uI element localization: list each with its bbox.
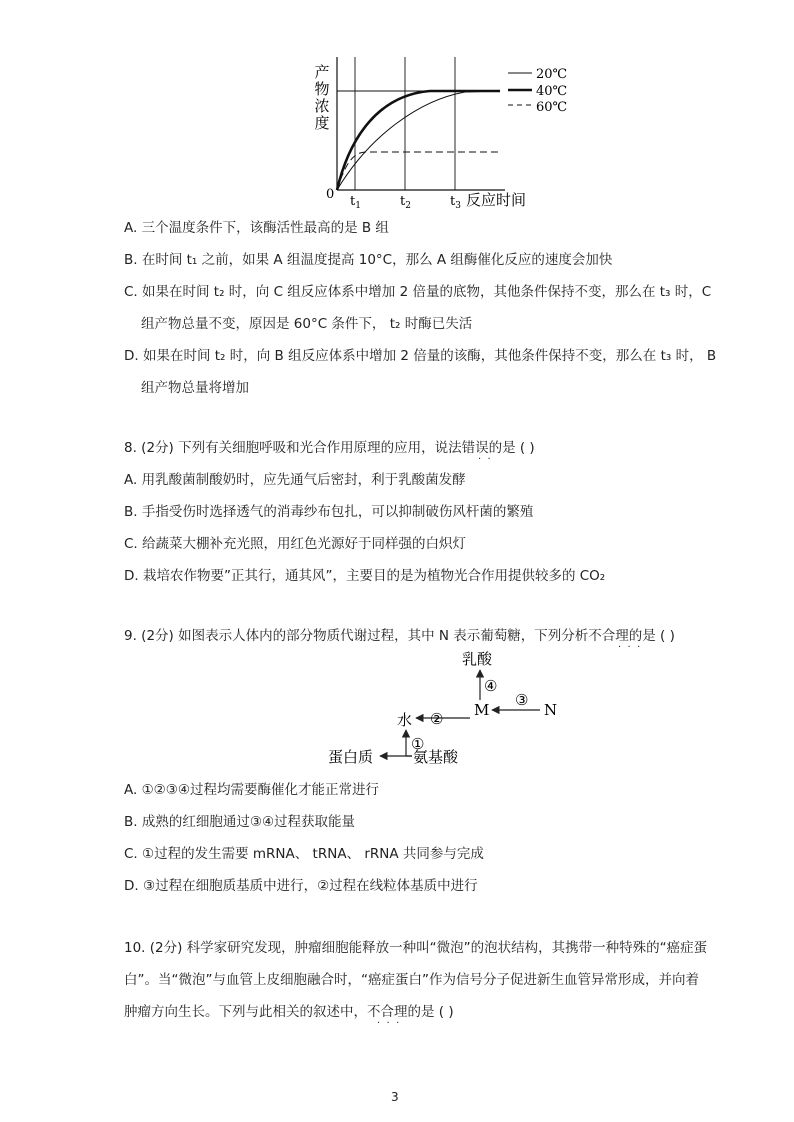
q10-stem-line1: 10. (2分) 科学家研究发现，肿瘤细胞能释放一种叫“微泡”的泡状结构，其携带一种特殊的“癌症蛋 [124, 940, 708, 956]
curve-40c [337, 91, 500, 190]
q7-option-b: B. 在时间 t₁ 之前，如果 A 组温度提高 10°C，那么 A 组酶催化反应的速度会加快 [124, 252, 613, 268]
q9-stem: 9. (2分) 如图表示人体内的部分物质代谢过程，其中 N 表示葡萄糖，下列分析不合理的是 ( ) [124, 628, 675, 644]
origin-label: 0 [326, 187, 335, 202]
q9-option-d: D. ③过程在细胞质基质中进行，②过程在线粒体基质中进行 [124, 878, 478, 894]
water-label: 水 [397, 711, 413, 729]
page-number: 3 [391, 1090, 399, 1104]
x-axis-label: 反应时间 [466, 191, 527, 209]
step-2-label: ② [430, 710, 444, 728]
q8-stem: 8. (2分) 下列有关细胞呼吸和光合作用原理的应用，说法错误的是 ( ) [124, 440, 535, 456]
legend-20c: 20℃ [536, 67, 568, 82]
q9-emphasis-dots: · · · [618, 642, 641, 653]
q8-option-d: D. 栽培农作物要”正其行，通其风”，主要目的是为植物光合作用提供较多的 CO₂ [124, 568, 606, 584]
enzyme-temperature-chart [300, 55, 590, 215]
q10-stem-line2: 白”。当“微泡”与血管上皮细胞融合时，“癌症蛋白”作为信号分子促进新生血管异常形成，并向着 [124, 972, 699, 988]
tick-t1: $t_1$ [350, 194, 361, 211]
amino-acid-label: 氨基酸 [413, 748, 459, 766]
tick-t2: $t_2$ [400, 194, 411, 211]
q7-option-d-line1: D. 如果在时间 t₂ 时，向 B 组反应体系中增加 2 倍量的该酶，其他条件保持不变，那么在 t₃ 时， B [124, 348, 717, 364]
step-3-label: ③ [515, 691, 529, 709]
N-label: N [544, 701, 558, 719]
q7-option-a: A. 三个温度条件下，该酶活性最高的是 B 组 [124, 220, 389, 236]
curve-60c [337, 152, 500, 190]
q8-option-b: B. 手指受伤时选择透气的消毒纱布包扎，可以抑制破伤风杆菌的繁殖 [124, 504, 534, 520]
q8-option-a: A. 用乳酸菌制酸奶时，应先通气后密封，利于乳酸菌发酵 [124, 472, 466, 488]
q9-option-c: C. ①过程的发生需要 mRNA、 tRNA、 rRNA 共同参与完成 [124, 846, 484, 862]
legend-40c: 40℃ [536, 84, 568, 99]
y-axis-label-char: 度 [314, 114, 330, 132]
y-axis-label-char: 产 [314, 63, 330, 81]
protein-label: 蛋白质 [328, 748, 374, 766]
y-axis-label-char: 浓 [314, 97, 330, 115]
step-4-label: ④ [484, 677, 498, 695]
q10-stem-line3: 肿瘤方向生长。下列与此相关的叙述中，不合理的是 ( ) [124, 1004, 454, 1020]
y-axis-label-char: 物 [314, 80, 330, 98]
q9-option-a: A. ①②③④过程均需要酶催化才能正常进行 [124, 782, 379, 798]
legend-60c: 60℃ [536, 100, 568, 115]
q7-option-d-line2: 组产物总量将增加 [141, 380, 249, 396]
q10-emphasis-dots: · · · [377, 1018, 400, 1029]
step-1-label: ① [411, 735, 425, 753]
q8-emphasis-dots: · · [478, 454, 491, 465]
q7-option-c-line2: 组产物总量不变，原因是 60°C 条件下， t₂ 时酶已失活 [141, 316, 473, 332]
curve-20c [337, 91, 500, 190]
metabolism-diagram [320, 648, 570, 770]
q8-option-c: C. 给蔬菜大棚补充光照，用红色光源好于同样强的白炽灯 [124, 536, 467, 552]
lactic-acid-label: 乳酸 [462, 650, 493, 668]
tick-t3: $t_3$ [450, 194, 461, 211]
M-label: M [474, 701, 490, 719]
q7-option-c-line1: C. 如果在时间 t₂ 时，向 C 组反应体系中增加 2 倍量的底物，其他条件保持不变，那么在 t₃ 时，C [124, 284, 712, 300]
q9-option-b: B. 成熟的红细胞通过③④过程获取能量 [124, 814, 356, 830]
